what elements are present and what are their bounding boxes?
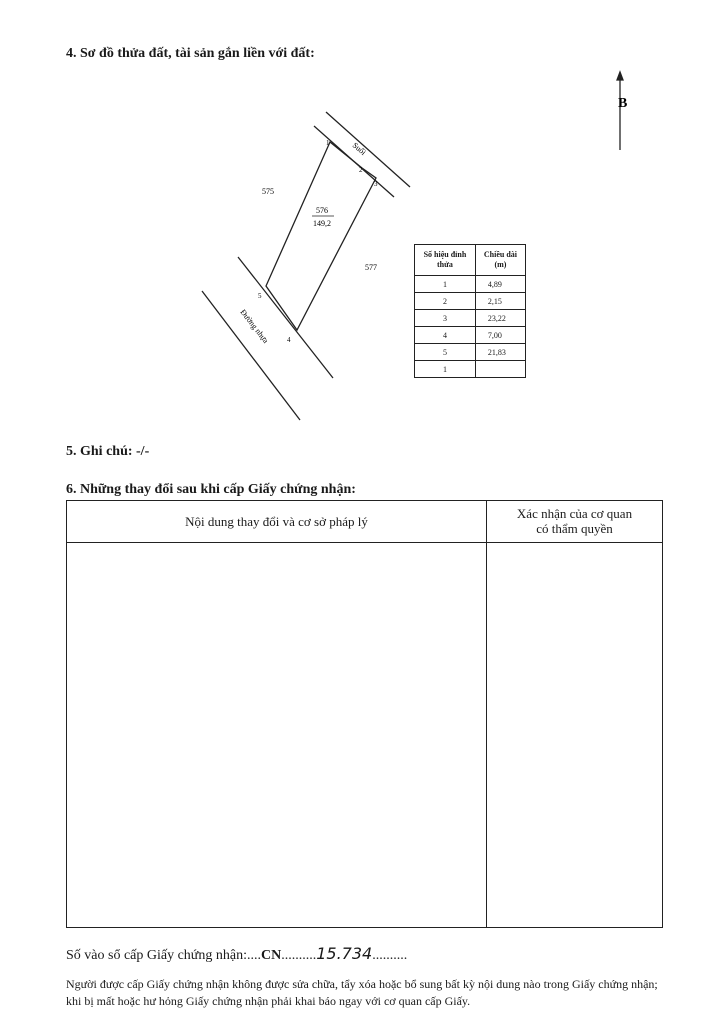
registry-label: Số vào sổ cấp Giấy chứng nhận:	[66, 948, 247, 963]
road-edge-a	[202, 291, 300, 420]
registry-dots: ..........	[281, 948, 317, 963]
section-6-title: 6. Những thay đổi sau khi cấp Giấy chứng nhận:	[66, 482, 356, 497]
table-row	[415, 276, 526, 293]
parcel-map	[0, 0, 720, 440]
edge-length: 23,22	[475, 310, 525, 327]
authority-header-line1: Xác nhận của cơ quan	[516, 506, 633, 521]
authority-header-line2: có thẩm quyền	[536, 521, 613, 536]
registry-number: 15.734	[316, 944, 373, 963]
changes-column-divider	[486, 543, 487, 927]
vertex-id: 1	[415, 276, 476, 293]
vertex-length-table	[414, 244, 526, 378]
edge-length: 4,89	[475, 276, 525, 293]
vertex-1: 1	[326, 139, 330, 147]
vertex-id: 1	[415, 361, 476, 378]
vertex-3: 3	[374, 180, 378, 188]
neighbor-575: 575	[262, 187, 274, 196]
table-row	[415, 327, 526, 344]
registry-dots: ....	[247, 948, 261, 963]
authority-confirmation-header	[487, 501, 662, 543]
road-label: Đường nhựa	[238, 307, 271, 345]
table-row	[415, 293, 526, 310]
changes-content-header: Nội dung thay đổi và cơ sở pháp lý	[67, 501, 487, 543]
edge-length: 21,83	[475, 344, 525, 361]
vertex-id: 5	[415, 344, 476, 361]
vertex-table-header	[415, 245, 526, 276]
length-header: Chiều dài (m)	[475, 245, 525, 276]
changes-table	[66, 500, 663, 928]
table-row	[415, 344, 526, 361]
vertex-id: 4	[415, 327, 476, 344]
vertex-id: 2	[415, 293, 476, 310]
north-arrow-head	[617, 72, 623, 80]
certificate-notice: Người được cấp Giấy chứng nhận không được sửa chữa, tẩy xóa hoặc bổ sung bất kỳ nội dung nào trong Giấy chứng nhận; khi bị mất hoặc hư hỏng Giấy chứng nhận phải khai báo ngay với cơ quan cấp Giấy.	[66, 977, 658, 1008]
section-4-title: 4. Sơ đồ thửa đất, tài sản gắn liền với đất:	[66, 46, 315, 61]
parcel-area: 149,2	[313, 219, 331, 228]
vertex-id: 3	[415, 310, 476, 327]
edge-length	[475, 361, 525, 378]
section-5-note: 5. Ghi chú: -/-	[66, 444, 150, 459]
table-row	[415, 361, 526, 378]
north-label: B	[618, 96, 628, 111]
vertex-2: 2	[359, 166, 363, 174]
vertex-4: 4	[287, 336, 291, 344]
registry-prefix: CN	[261, 948, 282, 963]
edge-length: 2,15	[475, 293, 525, 310]
vertex-5: 5	[258, 292, 262, 300]
neighbor-577: 577	[365, 263, 377, 272]
table-row	[415, 310, 526, 327]
edge-length: 7,00	[475, 327, 525, 344]
registry-line	[66, 944, 407, 964]
parcel-number: 576	[316, 206, 328, 215]
vertex-id-header: Số hiệu đỉnh thửa	[415, 245, 476, 276]
stream-label: Suối	[350, 140, 368, 157]
registry-dots: ..........	[372, 948, 408, 963]
